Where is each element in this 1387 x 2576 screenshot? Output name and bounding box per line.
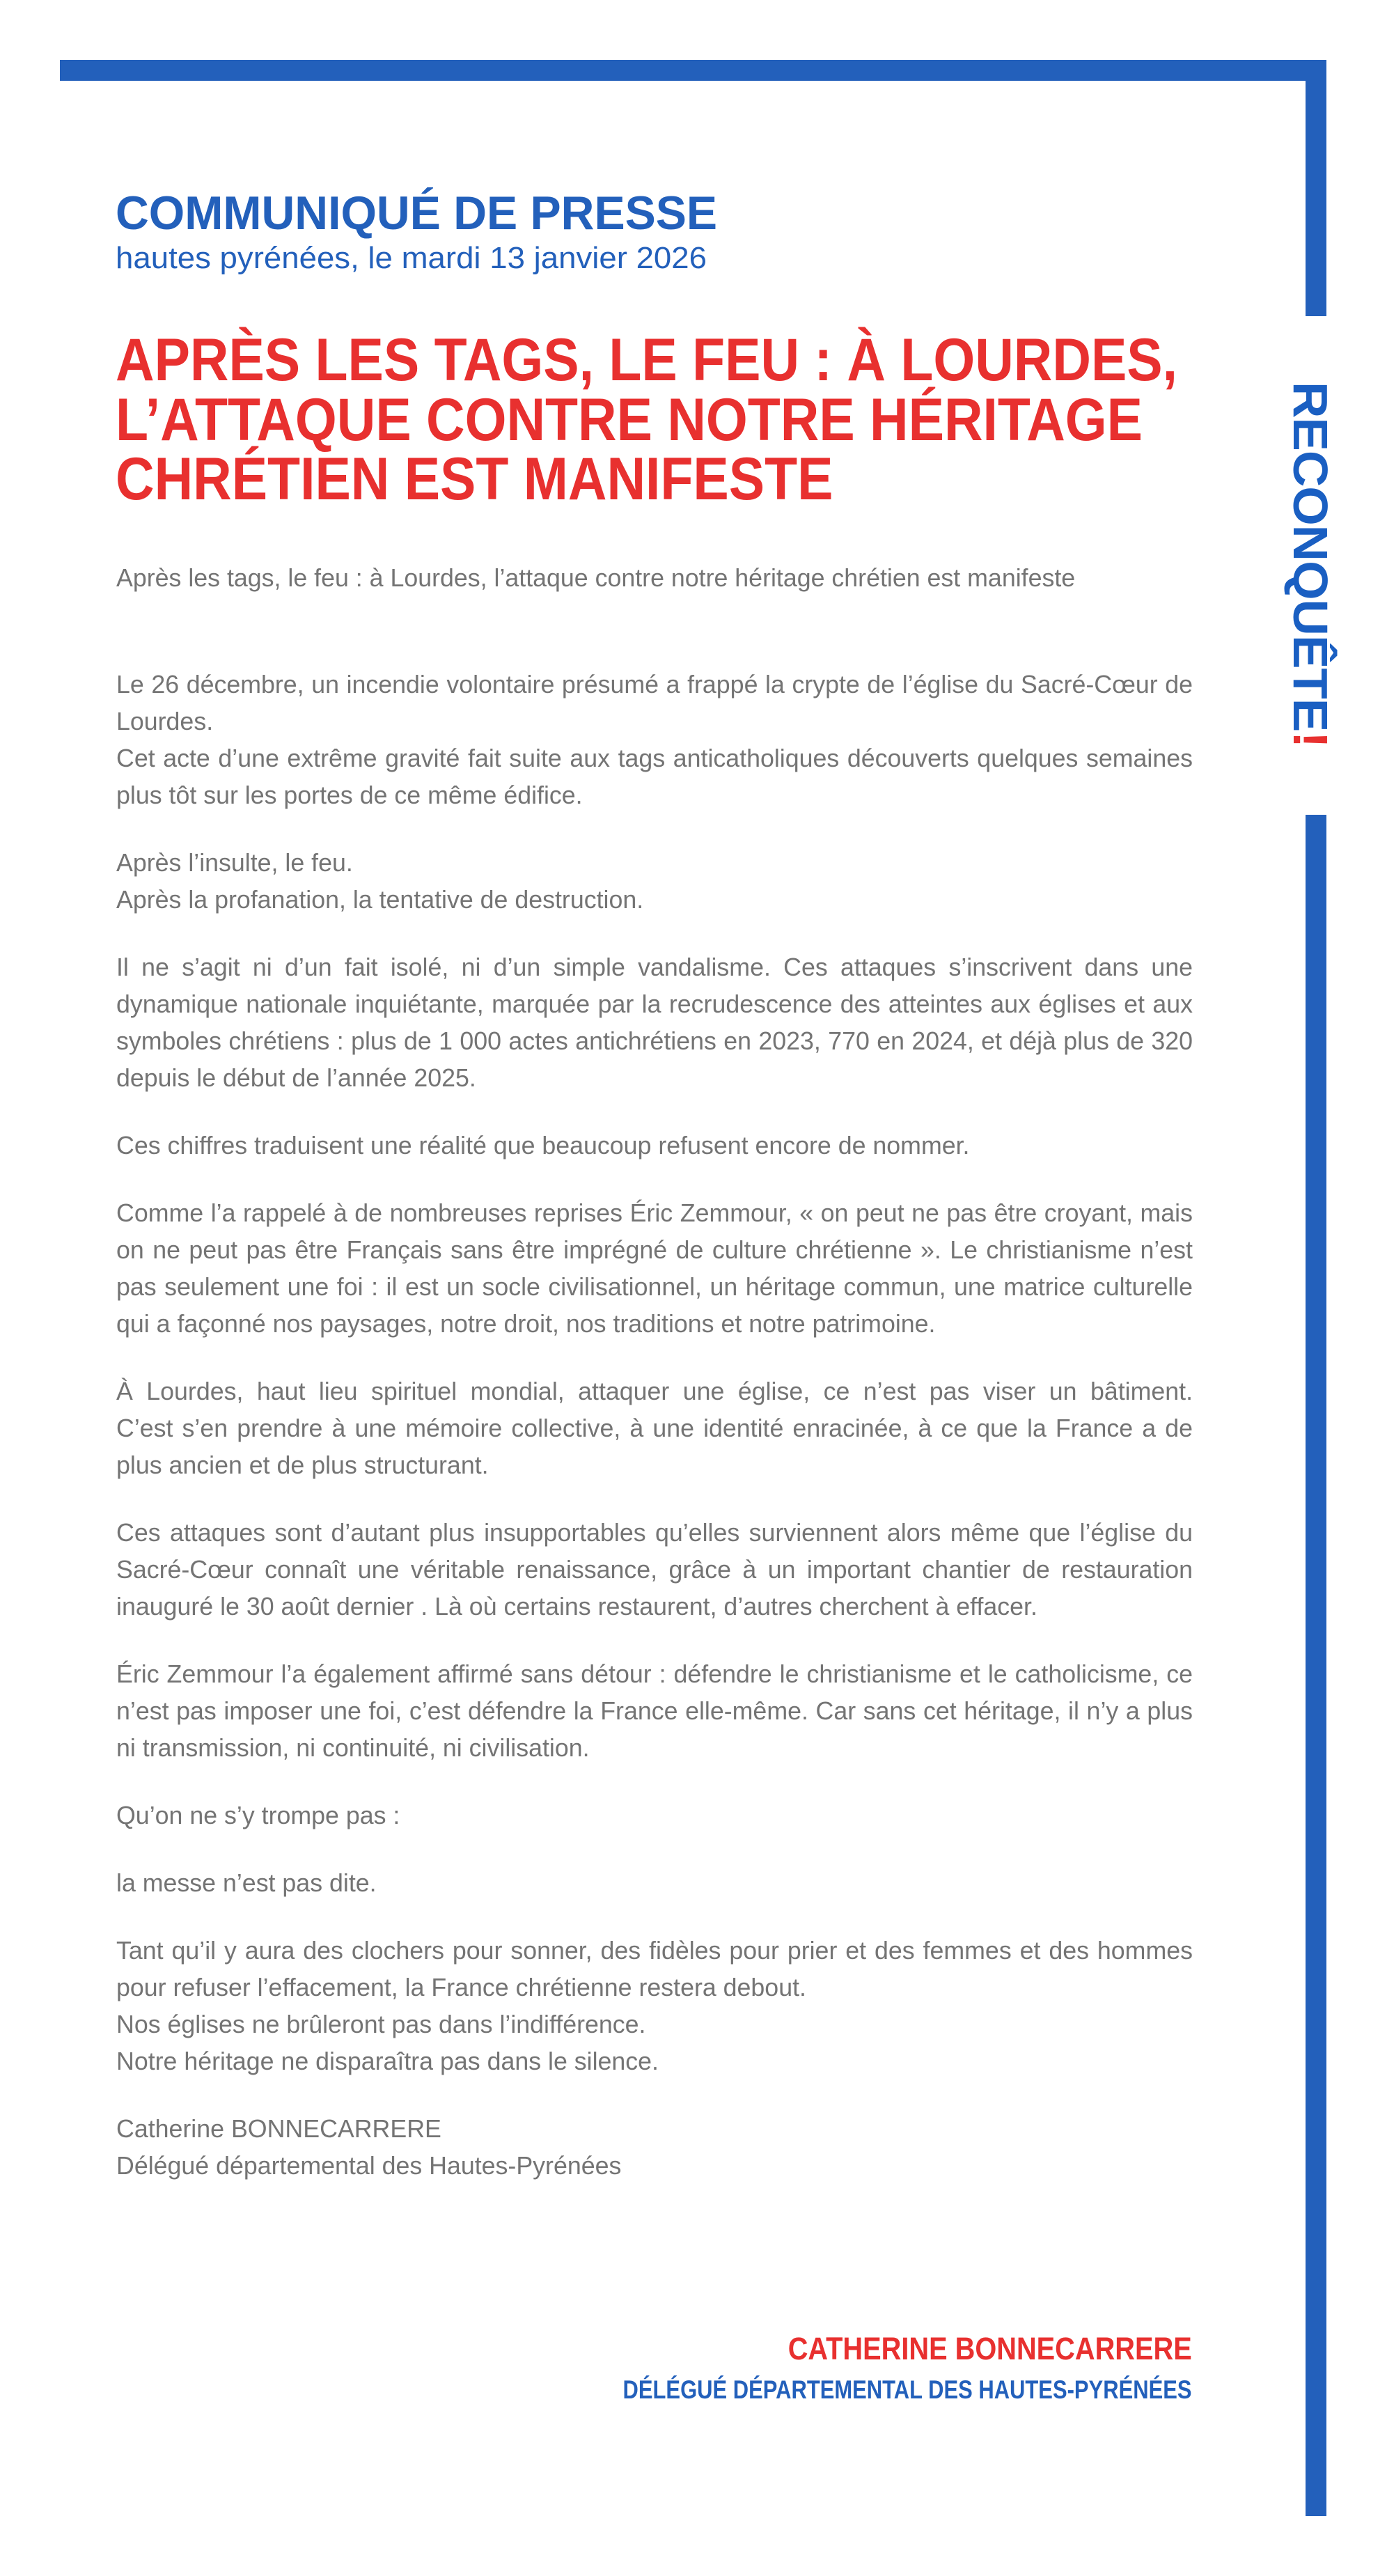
logo-exclamation: !: [1283, 731, 1338, 748]
body-paragraph: [116, 1127, 1193, 1164]
text-line: symboles chrétiens : plus de 1 000 actes antichrétiens en 2023, 770 en 2024, et déjà plus de 320: [116, 1027, 1193, 1055]
text-line: À Lourdes, haut lieu spirituel mondial, attaquer une église, ce n’est pas viser un bâtiment.: [116, 1377, 1193, 1405]
body-paragraph: [116, 666, 1193, 813]
text-line: Notre héritage ne disparaîtra pas dans le silence.: [116, 2047, 659, 2075]
text-line: pas seulement une foi : il est un socle civilisationnel, un héritage commun, une matrice culturelle: [116, 1272, 1193, 1301]
text-line: Cet acte d’une extrême gravité fait suite aux tags anticatholiques découverts quelques semaines: [116, 744, 1193, 772]
text-line: la messe n’est pas dite.: [116, 1868, 377, 1897]
text-line: n’est pas imposer une foi, c’est défendre la France elle-même. Car sans cet héritage, il n’y a plus: [116, 1696, 1193, 1725]
text-line: C’est s’en prendre à une mémoire collective, à une identité enracinée, à ce que la France a de: [116, 1414, 1193, 1442]
body-paragraph: [116, 949, 1193, 1096]
text-line: plus tôt sur les portes de ce même édifice.: [116, 781, 583, 809]
body-text: [116, 666, 1193, 2215]
body-paragraph: [116, 1797, 1193, 1834]
text-line: Il ne s’agit ni d’un fait isolé, ni d’un simple vandalisme. Ces attaques s’inscrivent dans une: [116, 953, 1193, 981]
body-paragraph: [116, 1514, 1193, 1625]
press-release-label: COMMUNIQUÉ DE PRESSE: [116, 187, 717, 240]
headline-line: APRÈS LES TAGS, LE FEU : À LOURDES,: [116, 327, 1177, 393]
signoff-name: CATHERINE BONNECARRERE: [788, 2331, 1192, 2366]
body-paragraph: [116, 1932, 1193, 2079]
signoff-role: DÉLÉGUÉ DÉPARTEMENTAL DES HAUTES-PYRÉNÉES: [623, 2375, 1192, 2404]
headline-line: L’ATTAQUE CONTRE NOTRE HÉRITAGE: [116, 387, 1143, 453]
text-line: Après la profanation, la tentative de destruction.: [116, 885, 644, 914]
signature-block: [116, 2110, 1193, 2184]
body-paragraph: [116, 1864, 1193, 1901]
dateline: hautes pyrénées, le mardi 13 janvier 2026: [116, 241, 707, 275]
text-line: Le 26 décembre, un incendie volontaire présumé a frappé la crypte de l’église du Sacré-Cœur de: [116, 670, 1193, 698]
top-frame-bar: [60, 60, 1326, 81]
text-line: Ces attaques sont d’autant plus insupportables qu’elles surviennent alors même que l’église du: [116, 1518, 1193, 1547]
text-line: qui a façonné nos paysages, notre droit, nos traditions et notre patrimoine.: [116, 1309, 936, 1338]
reconquete-logo: [1283, 382, 1338, 748]
text-line: Catherine BONNECARRERE: [116, 2114, 441, 2143]
text-line: Nos églises ne brûleront pas dans l’indifférence.: [116, 2010, 646, 2038]
text-line: Ces chiffres traduisent une réalité que beaucoup refusent encore de nommer.: [116, 1131, 970, 1160]
text-line: Lourdes.: [116, 707, 214, 735]
text-line: ni transmission, ni continuité, ni civilisation.: [116, 1733, 590, 1762]
text-line: dynamique nationale inquiétante, marquée par la recrudescence des atteintes aux églises et aux: [116, 990, 1193, 1018]
right-frame-bar-lower: [1306, 815, 1326, 2516]
logo-wordmark: RECONQUÊTE: [1283, 382, 1338, 732]
text-line: Qu’on ne s’y trompe pas :: [116, 1801, 400, 1829]
text-line: on ne peut pas être Français sans être imprégné de culture chrétienne ». Le christianisme n’est: [116, 1235, 1193, 1264]
text-line: Délégué départemental des Hautes-Pyrénées: [116, 2151, 622, 2180]
right-frame-bar-upper: [1306, 60, 1326, 316]
body-paragraph: [116, 1373, 1193, 1483]
text-line: plus ancien et de plus structurant.: [116, 1451, 489, 1479]
text-line: Après l’insulte, le feu.: [116, 848, 353, 877]
subtitle: Après les tags, le feu : à Lourdes, l’attaque contre notre héritage chrétien est manifeste: [116, 563, 1076, 592]
text-line: Éric Zemmour l’a également affirmé sans détour : défendre le christianisme et le catholicisme, ce: [116, 1660, 1193, 1688]
body-paragraph: [116, 1194, 1193, 1342]
text-line: pour refuser l’effacement, la France chrétienne restera debout.: [116, 1973, 806, 2001]
text-line: Tant qu’il y aura des clochers pour sonner, des fidèles pour prier et des femmes et des hommes: [116, 1936, 1193, 1965]
text-line: depuis le début de l’année 2025.: [116, 1063, 476, 1092]
headline-line: CHRÉTIEN EST MANIFESTE: [116, 446, 833, 513]
body-paragraph: [116, 844, 1193, 918]
text-line: Comme l’a rappelé à de nombreuses reprises Éric Zemmour, « on peut ne pas être croyant, mais: [116, 1199, 1193, 1227]
body-paragraph: [116, 1655, 1193, 1766]
text-line: Sacré-Cœur connaît une véritable renaissance, grâce à un important chantier de restauration: [116, 1555, 1193, 1584]
text-line: inauguré le 30 août dernier . Là où certains restaurent, d’autres cherchent à effacer.: [116, 1592, 1037, 1621]
